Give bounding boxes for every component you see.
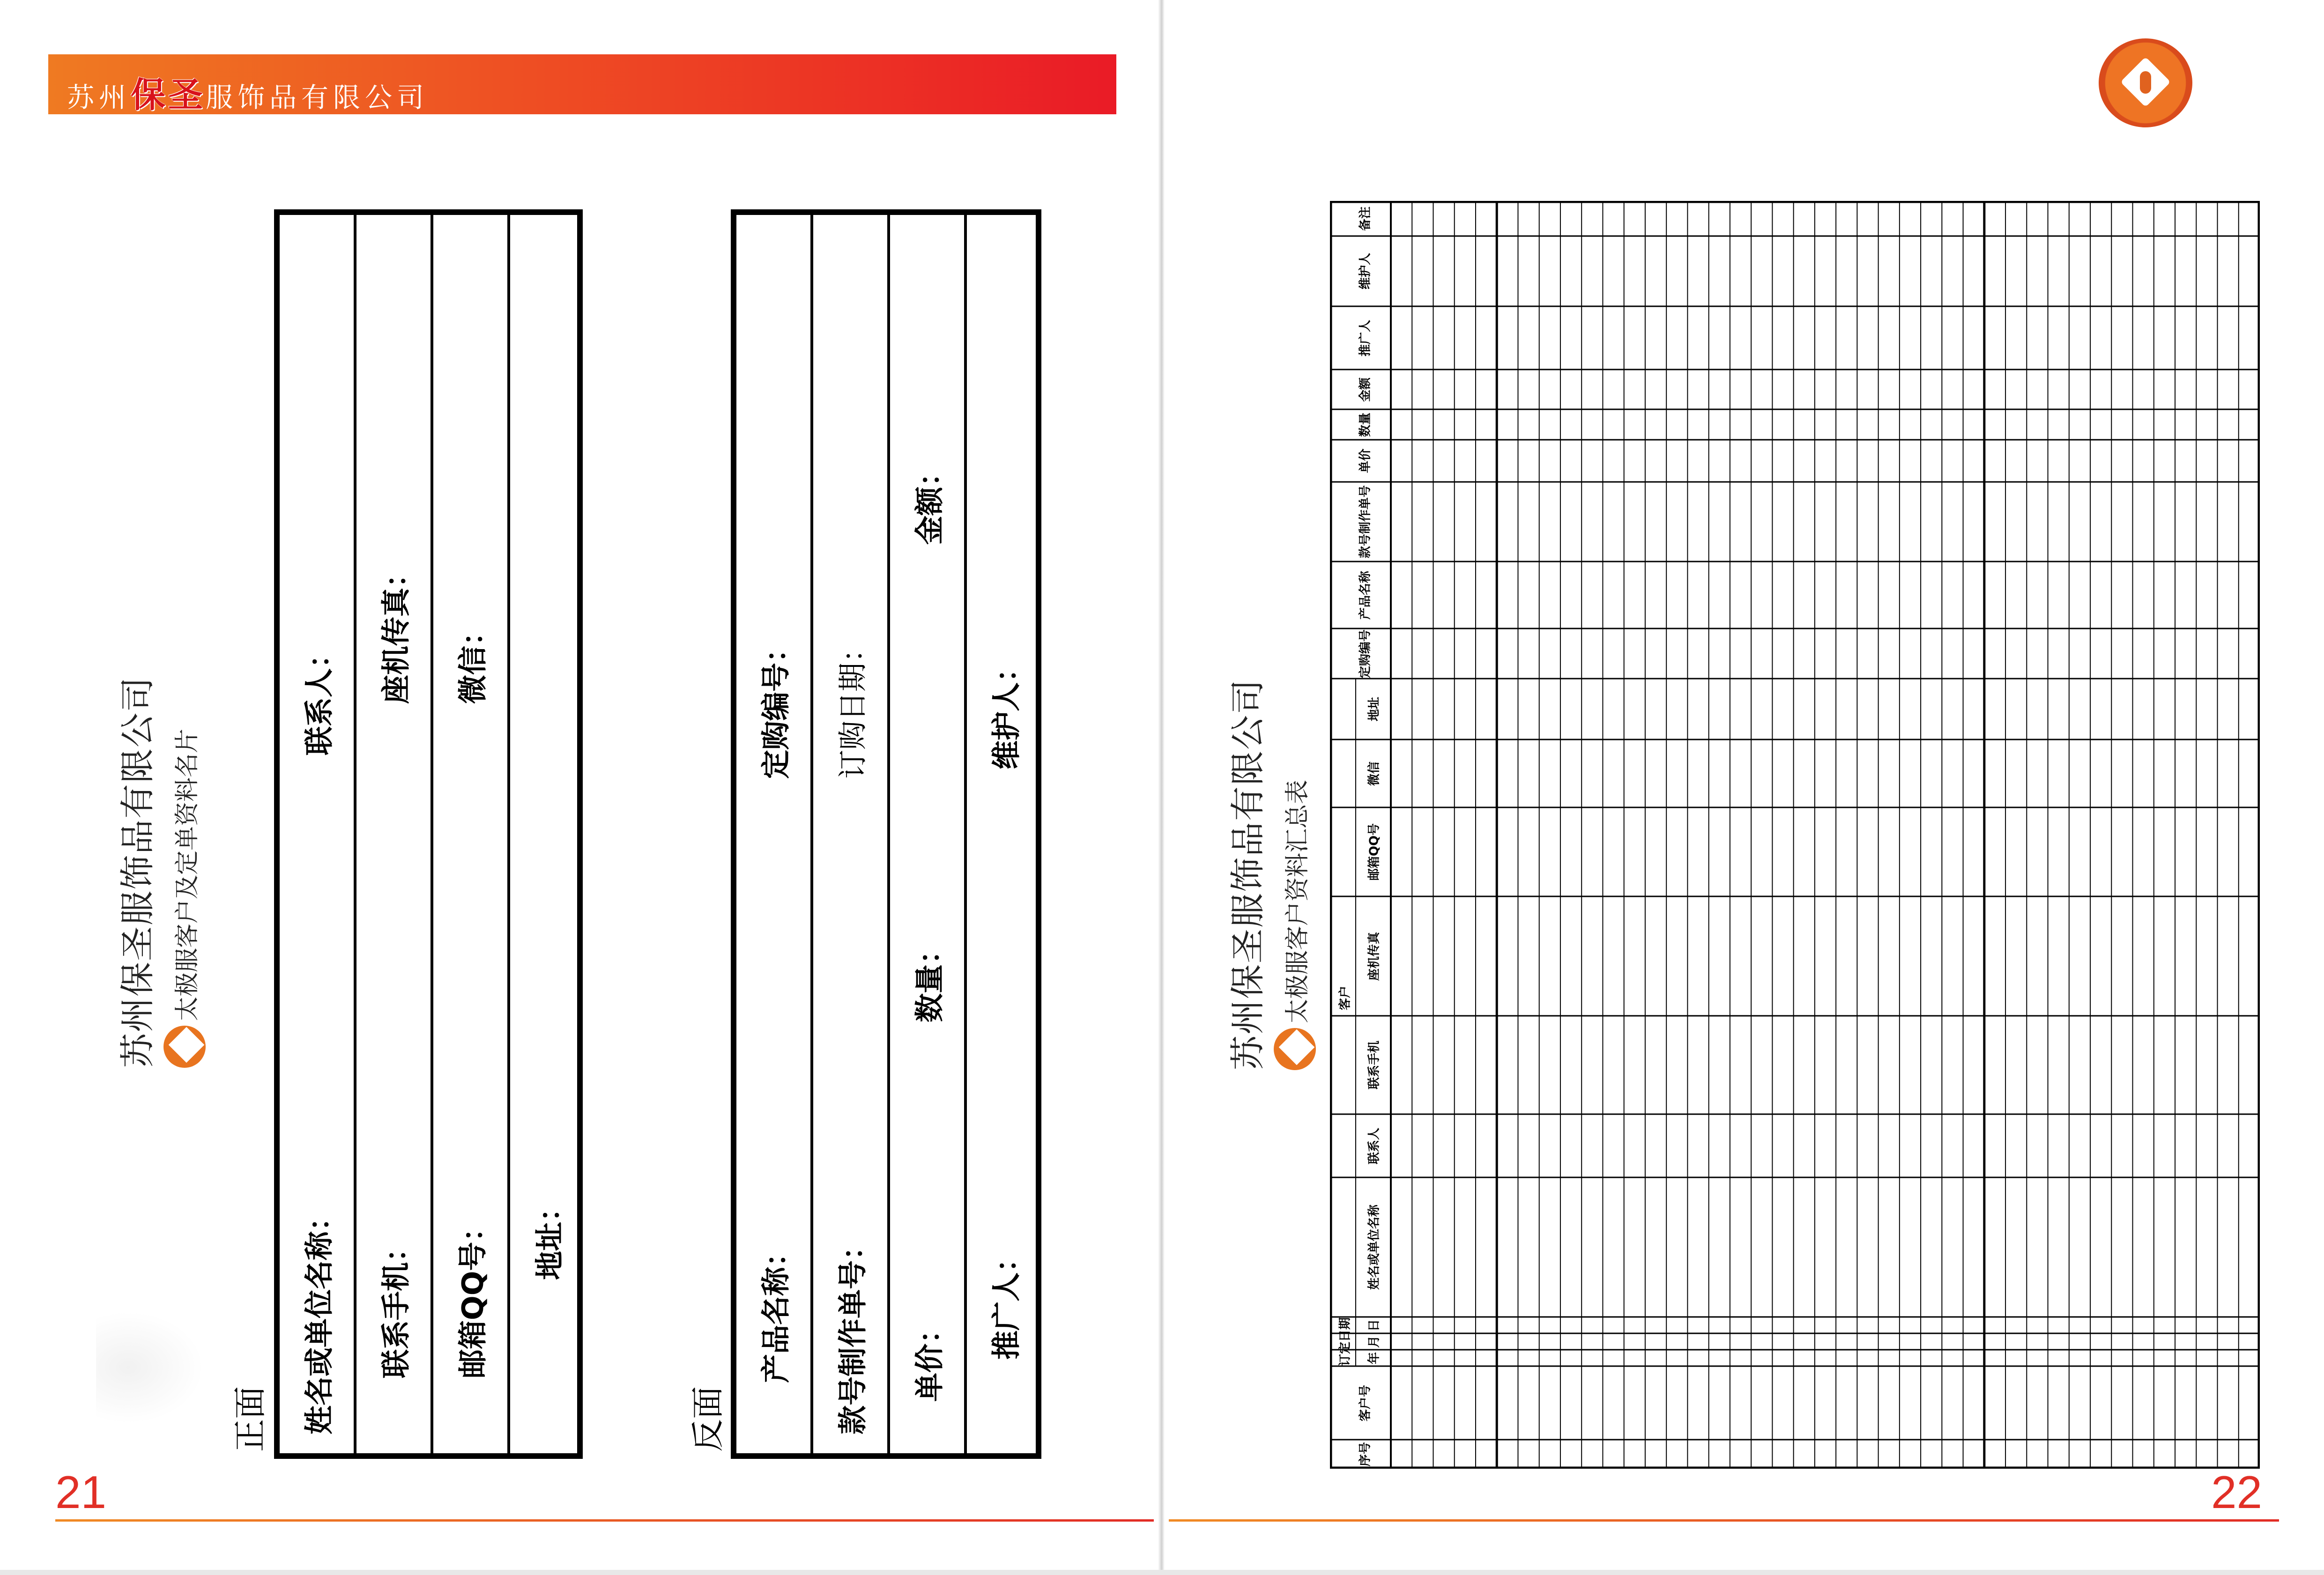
table-grid: [1330, 201, 2260, 1469]
front-row-3-left: 邮箱QQ号：: [455, 1213, 490, 1378]
column-header: 定购编号: [1358, 629, 1373, 678]
right-subtitle-row: [1274, 679, 1316, 1070]
front-row-1-left: 姓名或单位名称：: [302, 1202, 336, 1435]
right-page-number: 22: [2211, 1466, 2263, 1518]
left-company-title: 苏州保圣服饰品有限公司: [118, 676, 158, 1068]
page-fold: [1158, 0, 1165, 1575]
column-header: 联系手机: [1367, 1040, 1381, 1090]
column-header: 维护人: [1358, 252, 1373, 290]
column-header: 邮箱QQ号: [1367, 823, 1381, 881]
back-label: 反面: [689, 1386, 727, 1452]
customer-summary-table: [1330, 201, 2260, 1469]
company-logo-icon: [2099, 38, 2192, 127]
faded-mark: [96, 1311, 204, 1424]
back-row-3-mid: 数量：: [912, 935, 947, 1022]
back-row-1-left: 产品名称：: [758, 1237, 793, 1383]
front-row-2-left: 联系手机：: [379, 1233, 413, 1378]
column-header: 联系人: [1367, 1127, 1381, 1164]
front-row-3-right: 微信：: [455, 616, 490, 704]
back-row: [967, 215, 1041, 1453]
left-subtitle: 太极服客户及定单资料名片: [173, 728, 201, 1021]
back-row-4-right: 维护人：: [989, 653, 1024, 769]
right-subtitle: 太极服客户资料汇总表: [1283, 779, 1312, 1023]
header-brand: 保圣: [131, 75, 206, 115]
column-header: 数量: [1358, 412, 1373, 437]
right-title-block: [1220, 679, 1316, 1070]
left-title-block: [110, 676, 206, 1068]
header-title: [67, 67, 429, 117]
back-row-3-right: 金额：: [912, 457, 947, 545]
front-row: [356, 215, 431, 1453]
right-company-title: 苏州保圣服饰品有限公司: [1228, 679, 1268, 1070]
back-row-4-left: 推广人：: [989, 1243, 1024, 1360]
back-row-1-right: 定购编号：: [758, 633, 793, 779]
column-header: 单价: [1358, 448, 1373, 473]
column-header: 款号制作单号: [1358, 485, 1373, 559]
column-header: 备注: [1358, 206, 1373, 231]
column-header: 姓名或单位名称: [1367, 1204, 1381, 1290]
left-subtitle-row: [163, 676, 206, 1068]
column-header: 日: [1367, 1319, 1381, 1331]
column-header: 产品名称: [1358, 570, 1373, 620]
group-header-date: 订定日期: [1338, 1317, 1352, 1366]
column-header: 座机传真: [1367, 932, 1381, 981]
column-header: 推广人: [1358, 319, 1373, 356]
front-row-1-right: 联系人：: [302, 639, 336, 755]
column-header: 月: [1367, 1335, 1381, 1348]
front-row-2-right: 座机传真：: [379, 558, 413, 704]
bottom-edge: [0, 1570, 2324, 1575]
back-row: [890, 215, 964, 1453]
small-logo-icon: [163, 1026, 206, 1068]
front-row: [280, 215, 354, 1453]
back-row: [736, 215, 810, 1453]
front-row: [433, 215, 507, 1453]
table-border: [1331, 202, 2259, 1468]
header-banner: [48, 54, 1116, 114]
column-header: 年: [1367, 1352, 1381, 1364]
group-header-customer: 客户: [1338, 985, 1352, 1010]
header-suffix: 服饰品有限公司: [206, 81, 429, 113]
right-footer-rule: [1169, 1519, 2279, 1522]
front-label: 正面: [231, 1386, 269, 1452]
column-header: 地址: [1367, 696, 1381, 722]
header-prefix: 苏州: [67, 81, 131, 113]
column-header: 客户号: [1358, 1384, 1373, 1421]
front-row: [510, 215, 584, 1453]
back-row-2-left: 款号制作单号：: [835, 1231, 870, 1435]
back-row-3-left: 单价：: [912, 1314, 947, 1402]
front-card: [274, 209, 583, 1459]
column-header: 序号: [1358, 1442, 1373, 1467]
left-footer-rule: [55, 1519, 1154, 1522]
back-card: [731, 209, 1041, 1459]
back-row-2-right: 订购日期：: [835, 633, 870, 779]
column-header: 微信: [1367, 761, 1381, 786]
left-page-number: 21: [55, 1466, 107, 1518]
back-row: [813, 215, 887, 1453]
front-row-4-left: 地址：: [532, 1192, 567, 1280]
column-header: 金额: [1358, 377, 1373, 402]
small-logo-icon: [1274, 1028, 1316, 1070]
